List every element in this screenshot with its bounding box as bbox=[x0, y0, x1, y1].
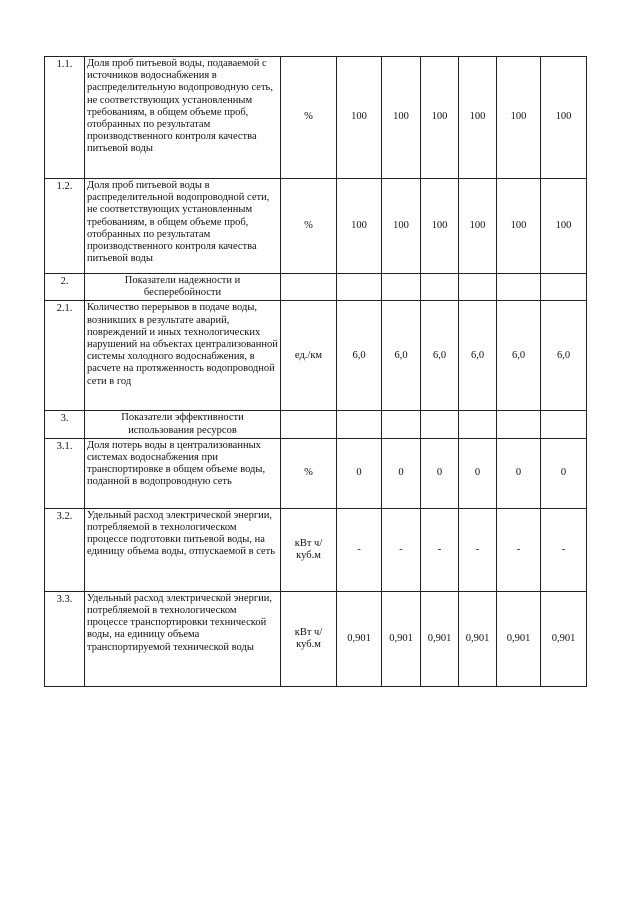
value-cell: 100 bbox=[382, 57, 421, 179]
value-cell: 0 bbox=[459, 438, 497, 508]
value-cell: 6,0 bbox=[421, 301, 459, 411]
row-number: 3. bbox=[45, 411, 85, 438]
value-cell bbox=[421, 411, 459, 438]
table-row bbox=[45, 274, 587, 301]
value-cell: 100 bbox=[497, 179, 541, 274]
table-row bbox=[45, 438, 587, 508]
value-cell bbox=[497, 274, 541, 301]
value-cell: 0 bbox=[541, 438, 587, 508]
value-cell bbox=[541, 274, 587, 301]
table-row bbox=[45, 57, 587, 179]
value-cell: 0,901 bbox=[459, 591, 497, 686]
value-cell: 100 bbox=[459, 57, 497, 179]
value-cell: - bbox=[421, 508, 459, 591]
value-cell: 0 bbox=[421, 438, 459, 508]
value-cell: 100 bbox=[541, 179, 587, 274]
value-cell: - bbox=[541, 508, 587, 591]
value-cell bbox=[382, 274, 421, 301]
value-cell: 100 bbox=[497, 57, 541, 179]
value-cell: 0,901 bbox=[497, 591, 541, 686]
unit-cell: % bbox=[281, 57, 337, 179]
value-cell bbox=[541, 411, 587, 438]
row-number: 1.1. bbox=[45, 57, 85, 179]
value-cell: - bbox=[382, 508, 421, 591]
value-cell bbox=[337, 274, 382, 301]
value-cell: 100 bbox=[541, 57, 587, 179]
value-cell: 6,0 bbox=[541, 301, 587, 411]
indicator-name: Доля проб питьевой воды в распределительной водопроводной сети, не соответствующих установленным требованиям, в общем объеме проб, отобранных по результатам производственного контроля качества питьевой воды bbox=[85, 179, 281, 274]
value-cell: 6,0 bbox=[459, 301, 497, 411]
value-cell bbox=[497, 411, 541, 438]
value-cell: 6,0 bbox=[497, 301, 541, 411]
unit-cell: % bbox=[281, 438, 337, 508]
table-row bbox=[45, 508, 587, 591]
unit-cell: кВт ч/куб.м bbox=[281, 508, 337, 591]
row-number: 2.1. bbox=[45, 301, 85, 411]
indicator-table bbox=[44, 56, 587, 687]
value-cell bbox=[382, 411, 421, 438]
value-cell bbox=[421, 274, 459, 301]
value-cell: - bbox=[337, 508, 382, 591]
row-number: 1.2. bbox=[45, 179, 85, 274]
table-body bbox=[45, 57, 587, 687]
value-cell: 0,901 bbox=[421, 591, 459, 686]
value-cell: 0,901 bbox=[337, 591, 382, 686]
value-cell bbox=[459, 274, 497, 301]
unit-cell: ед./км bbox=[281, 301, 337, 411]
unit-cell: кВт ч/куб.м bbox=[281, 591, 337, 686]
value-cell: 100 bbox=[382, 179, 421, 274]
value-cell: - bbox=[497, 508, 541, 591]
value-cell bbox=[459, 411, 497, 438]
value-cell: 0 bbox=[337, 438, 382, 508]
indicator-name: Удельный расход электрической энергии, потребляемой в технологическом процессе транспортировки технической воды, на единицу объема транспортируемой технической воды bbox=[85, 591, 281, 686]
indicator-name: Доля потерь воды в централизованных системах водоснабжения при транспортировке в общем объеме воды, поданной в водопроводную сеть bbox=[85, 438, 281, 508]
row-number: 3.1. bbox=[45, 438, 85, 508]
value-cell: 100 bbox=[421, 57, 459, 179]
value-cell: 0 bbox=[382, 438, 421, 508]
section-heading: Показатели эффективности использования ресурсов bbox=[85, 411, 281, 438]
value-cell bbox=[337, 411, 382, 438]
table-row bbox=[45, 591, 587, 686]
value-cell: 6,0 bbox=[382, 301, 421, 411]
table-row bbox=[45, 411, 587, 438]
table-row bbox=[45, 179, 587, 274]
indicator-name: Удельный расход электрической энергии, потребляемой в технологическом процессе подготовки питьевой воды, на единицу объема воды, отпускаемой в сеть bbox=[85, 508, 281, 591]
value-cell: 0,901 bbox=[382, 591, 421, 686]
section-heading: Показатели надежности и бесперебойности bbox=[85, 274, 281, 301]
value-cell: 0 bbox=[497, 438, 541, 508]
row-number: 2. bbox=[45, 274, 85, 301]
unit-cell bbox=[281, 411, 337, 438]
indicator-name: Доля проб питьевой воды, подаваемой с источников водоснабжения в распределительную водопроводную сеть, не соответствующих установленным требованиям, в общем объеме проб, отобранных по результатам производственного контроля качества питьевой воды bbox=[85, 57, 281, 179]
value-cell: 0,901 bbox=[541, 591, 587, 686]
value-cell: 100 bbox=[421, 179, 459, 274]
value-cell: 100 bbox=[337, 57, 382, 179]
value-cell: 6,0 bbox=[337, 301, 382, 411]
unit-cell: % bbox=[281, 179, 337, 274]
row-number: 3.3. bbox=[45, 591, 85, 686]
indicator-name: Количество перерывов в подаче воды, возникших в результате аварий, повреждений и иных технологических нарушений на объектах централизованной системы холодного водоснабжения, в расчете на протяженность водопроводной сети в год bbox=[85, 301, 281, 411]
value-cell: - bbox=[459, 508, 497, 591]
table-row bbox=[45, 301, 587, 411]
value-cell: 100 bbox=[459, 179, 497, 274]
unit-cell bbox=[281, 274, 337, 301]
value-cell: 100 bbox=[337, 179, 382, 274]
row-number: 3.2. bbox=[45, 508, 85, 591]
